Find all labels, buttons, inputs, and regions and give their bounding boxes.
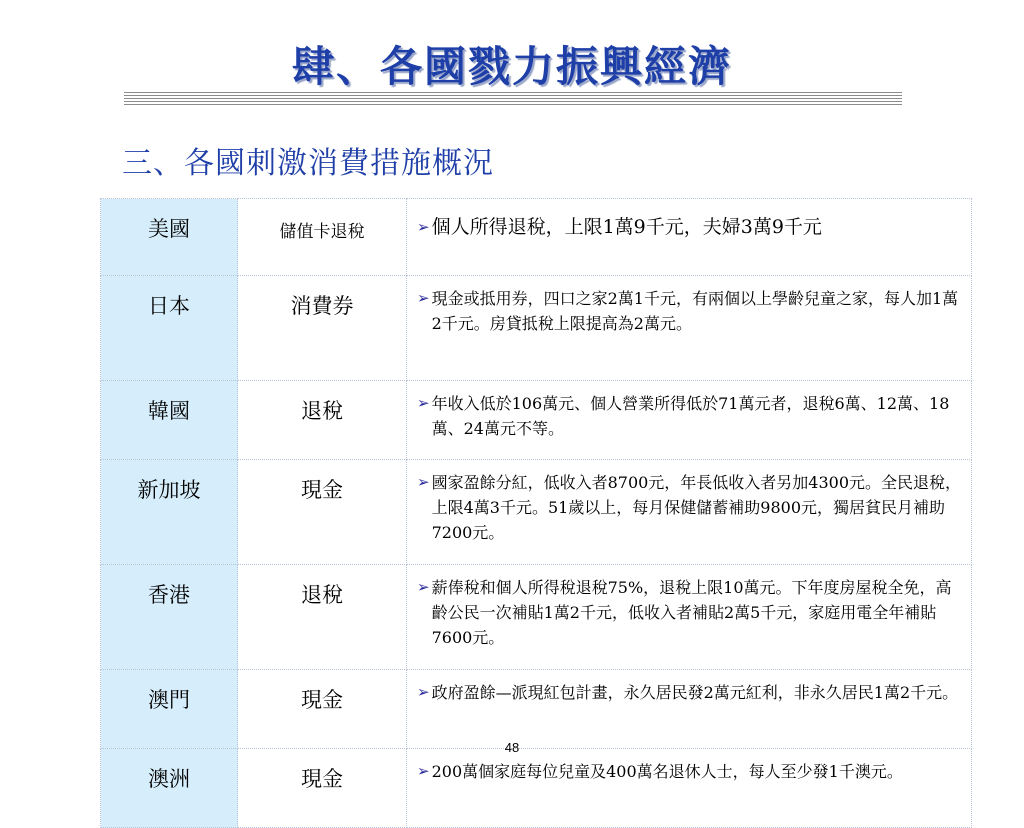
- arrow-bullet-icon: ➢: [417, 289, 430, 307]
- table-row: [101, 199, 972, 276]
- detail-cell: [407, 749, 972, 828]
- table-row: [101, 460, 972, 565]
- section-subtitle: 三、各國刺激消費措施概況: [122, 146, 494, 181]
- country-cell: 新加坡: [101, 460, 238, 565]
- detail-text: 個人所得退稅，上限1萬9千元，夫婦3萬9千元: [431, 216, 822, 238]
- measure-cell: 現金: [238, 460, 407, 565]
- table-row: [101, 565, 972, 670]
- measure-cell: 現金: [238, 749, 407, 828]
- country-cell: 美國: [101, 199, 238, 276]
- detail-text: 政府盈餘—派現紅包計畫，永久居民發2萬元紅利，非永久居民1萬2千元。: [431, 683, 959, 702]
- detail-cell: [407, 565, 972, 670]
- detail-cell: [407, 460, 972, 565]
- country-cell: 韓國: [101, 381, 238, 460]
- detail-text: 薪俸稅和個人所得稅退稅75%，退稅上限10萬元。下年度房屋稅全免，高齡公民一次補貼1萬2千元，低收入者補貼2萬5千元，家庭用電全年補貼7600元。: [431, 578, 952, 647]
- arrow-bullet-icon: ➢: [417, 473, 430, 491]
- measure-cell: 退稅: [238, 381, 407, 460]
- arrow-bullet-icon: ➢: [417, 683, 430, 701]
- arrow-bullet-icon: ➢: [417, 762, 430, 780]
- measure-cell: 消費券: [238, 276, 407, 381]
- arrow-bullet-icon: ➢: [417, 218, 430, 236]
- detail-cell: [407, 670, 972, 749]
- country-cell: 澳洲: [101, 749, 238, 828]
- detail-text: 200萬個家庭每位兒童及400萬名退休人士，每人至少發1千澳元。: [431, 762, 903, 781]
- page-number: 48: [504, 740, 520, 755]
- detail-cell: [407, 381, 972, 460]
- table-row: [101, 276, 972, 381]
- measure-cell: 現金: [238, 670, 407, 749]
- detail-text: 國家盈餘分紅，低收入者8700元，年長低收入者另加4300元。全民退稅，上限4萬3千元。51歲以上，每月保健儲蓄補助9800元，獨居貧民月補助7200元。: [431, 473, 962, 542]
- measure-cell: 儲值卡退稅: [238, 199, 407, 276]
- table-row: [101, 381, 972, 460]
- detail-text: 年收入低於106萬元、個人營業所得低於71萬元者，退稅6萬、12萬、18萬、24萬元不等。: [431, 394, 950, 438]
- country-cell: 日本: [101, 276, 238, 381]
- table-row: [101, 749, 972, 828]
- country-cell: 香港: [101, 565, 238, 670]
- detail-cell: [407, 276, 972, 381]
- arrow-bullet-icon: ➢: [417, 394, 430, 412]
- detail-text: 現金或抵用券，四口之家2萬1千元，有兩個以上學齡兒童之家，每人加1萬2千元。房貸抵稅上限提高為2萬元。: [431, 289, 959, 333]
- measure-cell: 退稅: [238, 565, 407, 670]
- country-cell: 澳門: [101, 670, 238, 749]
- detail-cell: [407, 199, 972, 276]
- arrow-bullet-icon: ➢: [417, 578, 430, 596]
- stimulus-measures-table: [100, 198, 972, 828]
- title-divider: [124, 92, 902, 105]
- slide-title: 肆、各國戮力振興經濟: [291, 42, 732, 91]
- table-row: [101, 670, 972, 749]
